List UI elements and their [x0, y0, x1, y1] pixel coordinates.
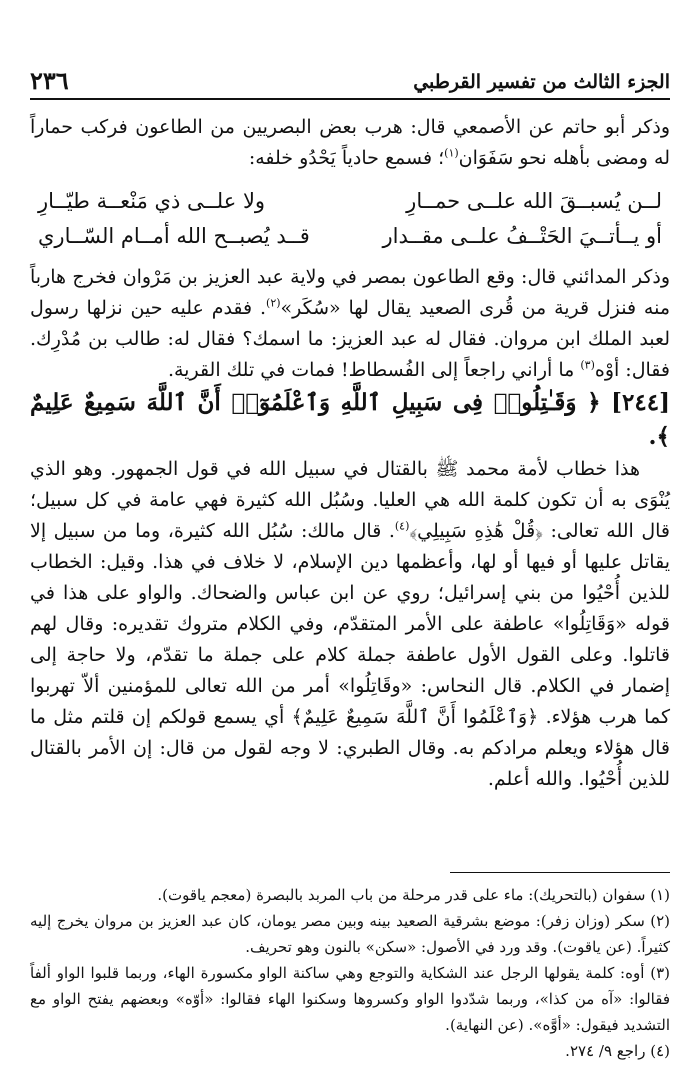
- paragraph-text: . قال مالك: سُبُل الله كثيرة، وما من سبيل إلا يقاتل عليها أو فيها أو لها، وأعظمها دين الإسلام، لا خلاف في هذا. وقيل: الخطاب للذين أُحْيُوا من بني إسرائيل؛ روي عن ابن عباس والضحاك. والواو على هذا في قوله «وَقَاتِلُوا» عاطفة على الأمر المتقدّم، وفي الكلام متروك تقديره: وقال لهم قاتلوا. وعلى القول الأول عاطفة جملة كلام على جملة ما تقدّم، ولا حاجة إلى إضمار في الكلام. قال النحاس: «وقَاتِلُوا» أمر من الله تعالى للمؤمنين ألاّ تهربوا كما هرب هؤلاء. ﴿وَٱعْلَمُوا أَنَّ ٱللَّهَ سَمِيعٌ عَلِيمٌ﴾ أي يسمع قولكم إن قلتم مثل ما قال هؤلاء ويعلم مرادكم به. وقال الطبري: لا وجه لقول من قال: إن الأمر بالقتال للذين أُحْيُوا. والله أعلم.: [30, 520, 670, 790]
- footnote-1: (١) سفوان (بالتحريك): ماء على قدر مرحلة من باب المربد بالبصرة (معجم ياقوت).: [157, 886, 670, 904]
- paragraph-text: ؛ فسمع حادياً يَحْدُو خلفه:: [248, 147, 445, 169]
- paragraph-text: وذكر المدائني قال: وقع الطاعون بمصر في ولاية عبد العزيز بن مَرْوان فخرج هارباً منه فنزل قرية من قُرى الصعيد يقال لها «سُكَر»: [30, 266, 671, 319]
- hemistich-second: ولا علــى ذي مَنْعــة طيّــارِ: [38, 189, 266, 213]
- poem-line: [30, 219, 670, 254]
- book-page: [30, 0, 670, 1090]
- quran-verse: ﴿ وَقَـٰتِلُوا۟ فِى سَبِيلِ ٱللَّهِ وَٱعْلَمُوٓا۟ أَنَّ ٱللَّهَ سَمِيعٌ عَلِيمٌ ﴾: [30, 389, 670, 450]
- hemistich-second: قــد يُصبــح الله أمــام السّــاري: [38, 224, 310, 248]
- footnote-ref: (٣): [580, 358, 595, 372]
- hemistich-first: أو يــأتــيَ الحَتْــفُ علــى مقــدار: [382, 224, 662, 248]
- quran-verse-heading: [30, 386, 670, 454]
- paragraph-text: وذكر أبو حاتم عن الأصمعي قال: هرب بعض البصريين من الطاعون فركب حماراً له ومضى بأهله نحو سَفَوَان: [30, 116, 670, 169]
- paragraph-madaini: [30, 262, 670, 386]
- main-text: [30, 112, 670, 795]
- poem-line: [30, 184, 670, 219]
- footnote-ref: (٢): [266, 296, 281, 310]
- footnotes: [30, 882, 670, 1064]
- paragraph-commentary: [30, 454, 670, 795]
- footnote-3: (٣) أوه: كلمة يقولها الرجل عند الشكاية والتوجع وهي ساكنة الواو مكسورة الهاء، وربما قلبوا الواو ألفاً فقالوا: «آه من كذا»، وربما شدّدوا الواو وكسروها وسكنوا الهاء فقالوا: «أوّه» وبعضهم يفتح الواو مع التشديد فيقول: «أوَّه». (عن النهاية).: [30, 964, 670, 1034]
- paragraph-text: ما أراني راجعاً إلى الفُسطاط! فمات في تلك القرية.: [167, 359, 581, 381]
- hemistich-first: لــن يُسبــقَ الله علــى حمــارِ: [406, 189, 662, 213]
- verse-number: [٢٤٤]: [611, 389, 670, 416]
- page-number: ٢٣٦: [30, 66, 69, 95]
- paragraph-text: هذا خطاب لأمة محمد ﷺ بالقتال في سبيل الله في قول الجمهور. وهو الذي يُنْوَى به أن تكون كلمة الله هي العليا. وسُبُل الله كثيرة فهي عامة في كل سبيل؛ قال الله تعالى: ﴿قُلْ هَٰذِهِ سَبِيلِي﴾: [30, 458, 670, 542]
- paragraph-asmai: [30, 112, 670, 174]
- running-header: [30, 62, 670, 100]
- footnote-separator: [450, 872, 670, 873]
- verse-end: .: [648, 423, 657, 450]
- footnote-2: (٢) سكر (وزان زفر): موضع بشرقية الصعيد بينه وبين مصر يومان، كان عبد العزيز بن مروان يخرج إليه كثيراً. (عن ياقوت). وقد ورد في الأصول: «سكن» بالنون وهو تحريف.: [30, 912, 670, 956]
- running-title: الجزء الثالث من تفسير القرطبي: [413, 71, 670, 93]
- footnote-ref: (١): [444, 146, 459, 160]
- paragraph-text: . فقدم عليه حين نزلها رسول لعبد الملك ابن مروان. فقال له عبد العزيز: ما اسمك؟ فقال له: طالب بن مُدْرِك. فقال: أوْه: [30, 297, 670, 381]
- footnote-ref: (٤): [394, 519, 410, 533]
- poem: [30, 184, 670, 254]
- footnote-4: (٤) راجع ٩/ ٢٧٤.: [565, 1042, 670, 1060]
